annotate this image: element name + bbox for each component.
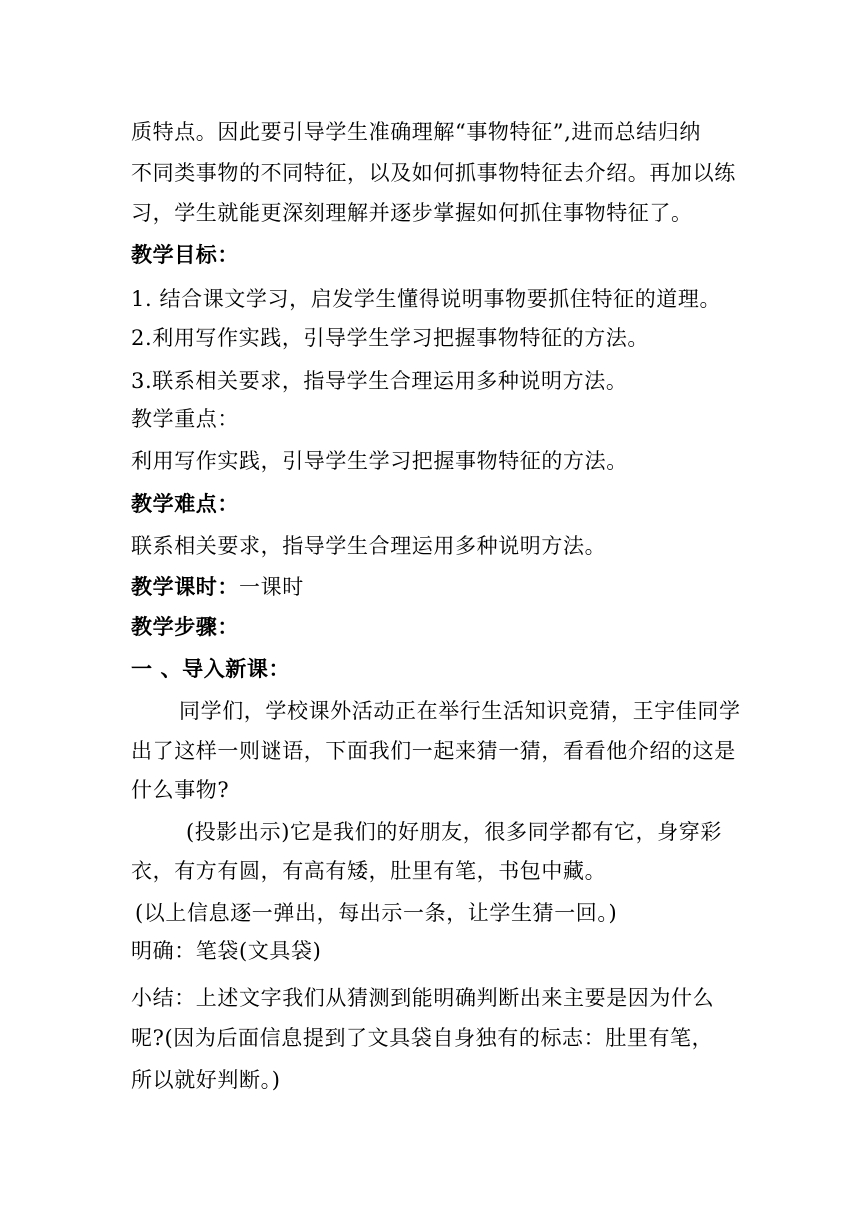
period-heading: 教学课时： [131,575,239,599]
summary-line-1: 小结：上述文字我们从猜测到能明确判断出来主要是因为什么 [131,986,715,1010]
keypoint-heading: 教学重点： [131,407,239,431]
keypoint-text: 利用写作实践，引导学生学习把握事物特征的方法。 [131,449,628,473]
objective-item-2: 2.利用写作实践，引导学生学习把握事物特征的方法。 [131,326,650,350]
section1-line-2: 出了这样一则谜语，下面我们一起来猜一猜，看看他介绍的这是 [131,739,736,763]
objective-item-1: 1. 结合课文学习，启发学生懂得说明事物要抓住特征的道理。 [131,287,722,311]
difficulty-text: 联系相关要求，指导学生合理运用多种说明方法。 [131,534,607,558]
objectives-heading: 教学目标： [131,243,239,267]
summary-line-3: 所以就好判断。) [131,1068,281,1092]
intro-line-2: 不同类事物的不同特征，以及如何抓事物特征去介绍。再加以练 [131,161,736,185]
projection-line-1: (投影出示)它是我们的好朋友，很多同学都有它，身穿彩 [186,820,722,844]
objective-item-3: 3.联系相关要求，指导学生合理运用多种说明方法。 [131,369,628,393]
section1-heading: 一 、导入新课： [131,657,291,681]
steps-heading: 教学步骤： [131,615,239,639]
difficulty-heading: 教学难点： [131,492,239,516]
note-line: (以上信息逐一弹出，每出示一条，让学生猜一回。) [135,901,618,925]
section1-line-3: 什么事物? [131,778,230,802]
section1-line-1: 同学们，学校课外活动正在举行生活知识竞猜，王宇佳同学 [179,699,741,723]
period-line [131,573,304,601]
intro-line-3: 习，学生就能更深刻理解并逐步掌握如何抓住事物特征了。 [131,201,693,225]
answer-line: 明确：笔袋(文具袋) [131,939,322,963]
period-value: 一课时 [239,575,304,599]
projection-line-2: 衣，有方有圆，有高有矮，肚里有笔，书包中藏。 [131,859,607,883]
intro-line-1: 质特点。因此要引导学生准确理解“事物特征”,进而总结归纳 [131,120,701,144]
summary-line-2: 呢?(因为后面信息提到了文具袋自身独有的标志：肚里有笔， [131,1026,714,1050]
